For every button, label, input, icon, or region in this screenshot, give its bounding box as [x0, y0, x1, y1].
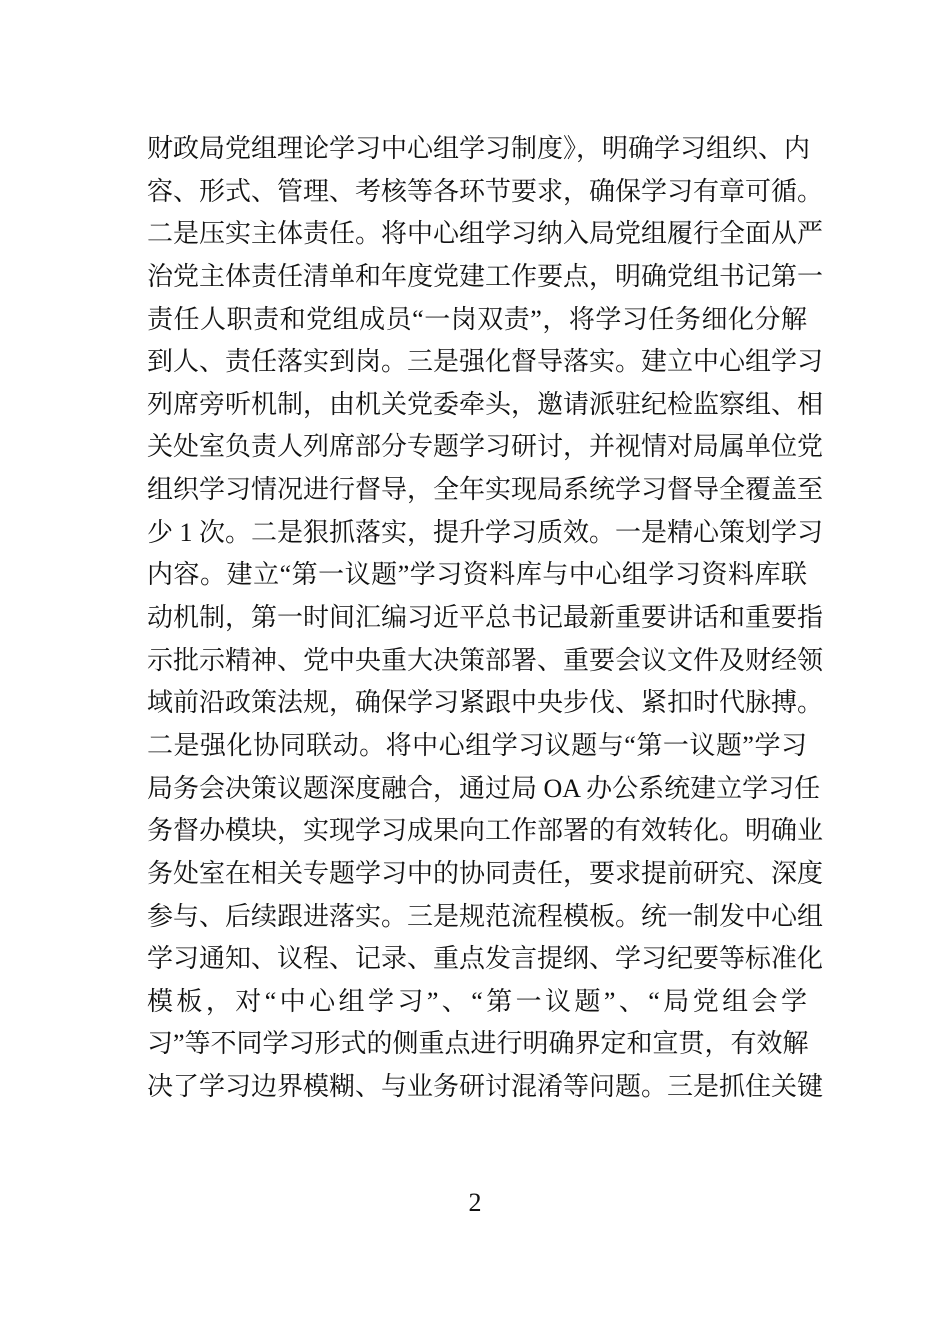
text-line: 务督办模块，实现学习成果向工作部署的有效转化。明确业 [147, 816, 824, 846]
text-line: 示批示精神、党中央重大决策部署、重要会议文件及财经领 [147, 645, 824, 675]
text-line: 局务会决策议题深度融合，通过局 OA 办公系统建立学习任 [147, 773, 821, 803]
text-line: 域前沿政策法规，确保学习紧跟中央步伐、紧扣时代脉搏。 [147, 688, 824, 718]
text-line: 模板，对“中心组学习”、“第一议题”、“局党组会学 [147, 986, 807, 1016]
text-line: 参与、后续跟进落实。三是规范流程模板。统一制发中心组 [147, 901, 824, 931]
page-number: 2 [468, 1188, 482, 1217]
text-line: 到人、责任落实到岗。三是强化督导落实。建立中心组学习 [147, 347, 824, 377]
text-line: 决了学习边界模糊、与业务研讨混淆等问题。三是抓住关键 [147, 1072, 824, 1102]
text-line: 列席旁听机制，由机关党委牵头，邀请派驻纪检监察组、相 [147, 389, 824, 419]
text-line: 二是强化协同联动。将中心组学习议题与“第一议题”学习 [147, 730, 807, 760]
text-line: 财政局党组理论学习中心组学习制度》，明确学习组织、内 [147, 134, 811, 163]
text-line: 动机制，第一时间汇编习近平总书记最新重要讲话和重要指 [147, 603, 824, 633]
text-line: 二是压实主体责任。将中心组学习纳入局党组履行全面从严 [147, 219, 824, 249]
body-text [147, 128, 824, 1109]
text-line: 学习通知、议程、记录、重点发言提纲、学习纪要等标准化 [147, 944, 824, 974]
text-line: 组织学习情况进行督导，全年实现局系统学习督导全覆盖至 [147, 475, 824, 505]
text-line: 责任人职责和党组成员“一岗双责”，将学习任务细化分解 [147, 304, 807, 334]
text-line: 少 1 次。二是狠抓落实，提升学习质效。一是精心策划学习 [147, 517, 824, 547]
text-line: 容、形式、管理、考核等各环节要求，确保学习有章可循。 [147, 176, 824, 206]
text-line: 治党主体责任清单和年度党建工作要点，明确党组书记第一 [147, 261, 824, 291]
text-line: 关处室负责人列席部分专题学习研讨，并视情对局属单位党 [147, 432, 824, 462]
text-line: 务处室在相关专题学习中的协同责任，要求提前研究、深度 [147, 858, 824, 888]
text-line: 内容。建立“第一议题”学习资料库与中心组学习资料库联 [147, 560, 807, 590]
text-line: 习”等不同学习形式的侧重点进行明确界定和宣贯，有效解 [147, 1029, 809, 1059]
